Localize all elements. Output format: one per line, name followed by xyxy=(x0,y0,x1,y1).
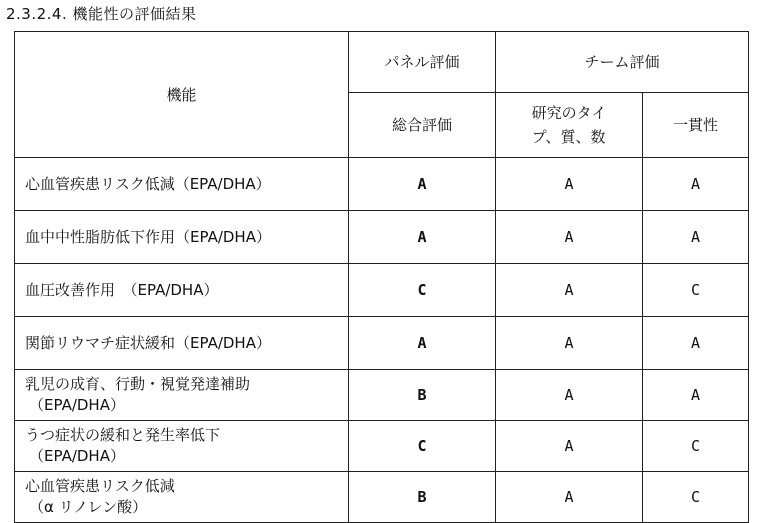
function-cell xyxy=(15,264,349,317)
evaluation-table xyxy=(14,31,749,523)
study-type-grade-cell xyxy=(496,421,643,472)
header-function: 機能 xyxy=(15,32,349,158)
panel-overall-grade-cell xyxy=(349,211,496,264)
study-type-grade: A xyxy=(564,228,574,246)
header-team-evaluation: チーム評価 xyxy=(496,32,749,93)
table-row xyxy=(15,158,749,211)
function-label-line: うつ症状の緩和と発生率低下 xyxy=(25,426,221,444)
header-study-type-quality-count xyxy=(496,93,643,158)
panel-overall-grade: C xyxy=(417,437,427,455)
function-label-line: （EPA/DHA） xyxy=(29,447,125,465)
panel-overall-grade: B xyxy=(417,488,427,506)
study-type-grade-cell xyxy=(496,211,643,264)
function-cell xyxy=(15,211,349,264)
panel-overall-grade-cell xyxy=(349,317,496,370)
study-type-grade: A xyxy=(564,386,574,404)
panel-overall-grade: C xyxy=(417,281,427,299)
function-cell xyxy=(15,472,349,523)
function-label-line: 心血管疾患リスク低減 xyxy=(25,477,175,495)
table-row xyxy=(15,211,749,264)
study-type-grade-cell xyxy=(496,472,643,523)
consistency-grade: A xyxy=(690,334,701,352)
function-label-line: （EPA/DHA） xyxy=(29,396,125,414)
consistency-grade-cell xyxy=(643,211,749,264)
panel-overall-grade: A xyxy=(417,334,427,352)
section-heading: 2.3.2.4. 機能性の評価結果 xyxy=(6,5,197,23)
study-type-grade: A xyxy=(564,175,574,193)
study-type-grade-cell xyxy=(496,370,643,421)
consistency-grade: A xyxy=(690,175,701,193)
panel-overall-grade: A xyxy=(417,228,427,246)
header-consistency: 一貫性 xyxy=(643,93,749,158)
study-type-grade: A xyxy=(564,281,574,299)
panel-overall-grade-cell xyxy=(349,370,496,421)
consistency-grade: C xyxy=(690,488,701,506)
consistency-grade-cell xyxy=(643,370,749,421)
table-row xyxy=(15,472,749,523)
consistency-grade-cell xyxy=(643,317,749,370)
function-cell xyxy=(15,317,349,370)
header-panel-evaluation: パネル評価 xyxy=(349,32,496,93)
function-cell xyxy=(15,421,349,472)
function-cell xyxy=(15,370,349,421)
function-label-line: 乳児の成育、行動・視覚発達補助 xyxy=(25,375,251,393)
function-label-line: 血圧改善作用 （EPA/DHA） xyxy=(25,280,219,299)
function-label-line: （α リノレン酸） xyxy=(29,498,148,516)
study-type-grade-cell xyxy=(496,317,643,370)
consistency-grade-cell xyxy=(643,264,749,317)
header-study-type-line1: 研究のタイ xyxy=(531,104,607,122)
consistency-grade: C xyxy=(690,437,701,455)
panel-overall-grade: B xyxy=(417,386,427,404)
header-row-top xyxy=(15,32,749,93)
consistency-grade: A xyxy=(690,386,701,404)
consistency-grade: C xyxy=(690,281,701,299)
panel-overall-grade: A xyxy=(417,175,427,193)
function-label-line: 血中中性脂肪低下作用（EPA/DHA） xyxy=(25,227,271,246)
table-row xyxy=(15,264,749,317)
consistency-grade: A xyxy=(690,228,701,246)
study-type-grade-cell xyxy=(496,264,643,317)
table-row xyxy=(15,370,749,421)
table-row xyxy=(15,317,749,370)
study-type-grade: A xyxy=(564,437,574,455)
function-cell xyxy=(15,158,349,211)
function-label-line: 心血管疾患リスク低減（EPA/DHA） xyxy=(25,174,271,193)
panel-overall-grade-cell xyxy=(349,264,496,317)
consistency-grade-cell xyxy=(643,421,749,472)
function-label-line: 関節リウマチ症状緩和（EPA/DHA） xyxy=(25,333,271,352)
header-study-type-line2: プ、質、数 xyxy=(531,128,606,146)
consistency-grade-cell xyxy=(643,472,749,523)
table-row xyxy=(15,421,749,472)
header-overall-evaluation: 総合評価 xyxy=(349,93,496,158)
study-type-grade-cell xyxy=(496,158,643,211)
study-type-grade: A xyxy=(564,334,574,352)
panel-overall-grade-cell xyxy=(349,421,496,472)
consistency-grade-cell xyxy=(643,158,749,211)
study-type-grade: A xyxy=(564,488,574,506)
panel-overall-grade-cell xyxy=(349,158,496,211)
panel-overall-grade-cell xyxy=(349,472,496,523)
